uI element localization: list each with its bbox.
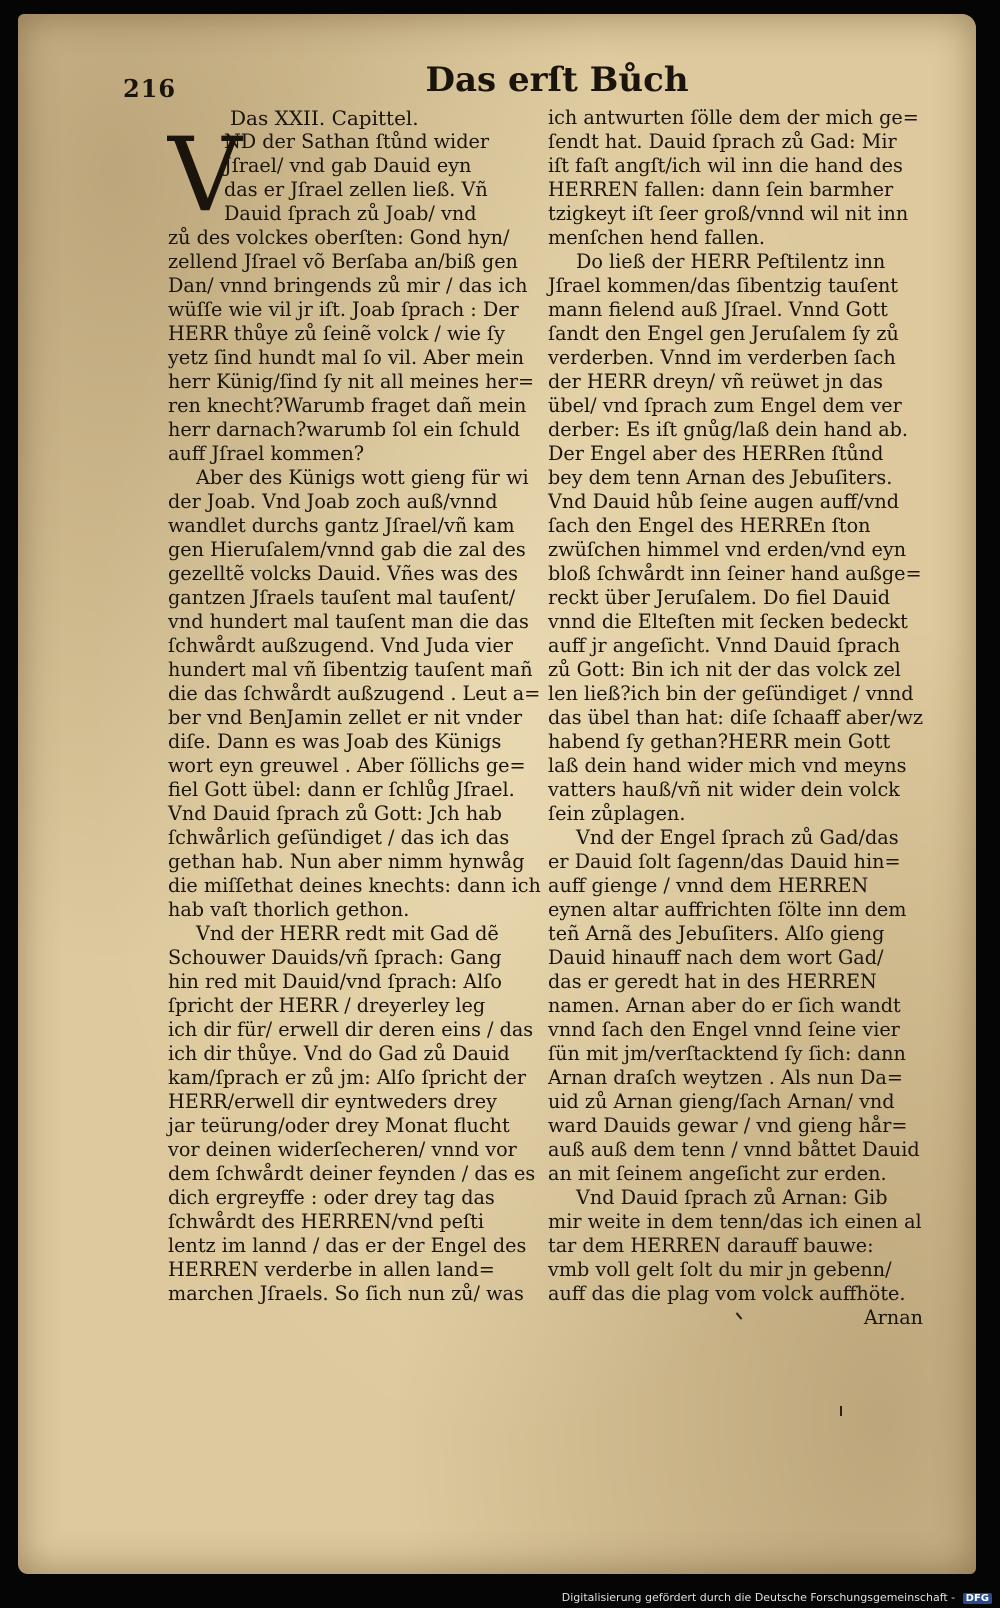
text-line: vatters hauß/vñ nit wider dein volck	[548, 778, 900, 801]
text-line: lentz im lannd / das er der Engel des	[168, 1234, 527, 1257]
dfg-logo: DFG	[963, 1593, 992, 1604]
text-line: vor deinen widerſecheren/ vnnd vor	[168, 1138, 517, 1161]
text-line: HERR thůye zů ſeinẽ volck / wie ſy	[168, 322, 505, 345]
text-line: dich ergreyffe : oder drey tag das	[168, 1186, 495, 1209]
text-line: tzigkeyt iſt ſeer groß/vnnd wil nit inn	[548, 202, 909, 225]
right-column	[548, 106, 933, 1330]
text-line: ich dir für/ erwell dir deren eins / das	[168, 1018, 534, 1041]
text-line: ſün mit jm/verſtacktend ſy ſich: dann	[548, 1042, 906, 1065]
text-line: kam/ſprach er zů jm: Alſo ſpricht der	[168, 1066, 526, 1089]
text-line: menſchen hend fallen.	[548, 226, 766, 249]
text-line: vnnd die Elteſten mit ſecken bedeckt	[548, 610, 908, 633]
text-line: gezelltẽ volcks Dauid. Vñes was des	[168, 562, 518, 585]
text-line: zů des volckes oberſten: Gond hyn/	[168, 226, 510, 249]
text-line: ſendt hat. Dauid ſprach zů Gad: Mir	[548, 130, 897, 153]
text-line: zellend Jſrael võ Berſaba an/biß gen	[168, 250, 518, 273]
text-line: vnnd ſach den Engel vnnd ſeine vier	[548, 1018, 900, 1041]
text-line: Aber des Künigs wott gieng für wi	[196, 466, 529, 489]
text-line: ſchwårlich geſündiget / das ich das	[168, 826, 510, 849]
text-line: verderben. Vnnd im verderben ſach	[548, 346, 896, 369]
chapter-heading: Das XXII. Capittel.	[230, 106, 419, 130]
text-line: mir weite in dem tenn/das ich einen al	[548, 1210, 922, 1233]
text-line: dem ſchwårdt deiner feynden / das es	[168, 1162, 536, 1185]
text-line: das er geredt hat in des HERREN	[548, 970, 877, 993]
text-line: auff Jſrael kommen?	[168, 442, 365, 465]
text-line: HERREN verderbe in allen land=	[168, 1258, 495, 1281]
digitization-credit	[562, 1591, 992, 1604]
text-line: gantzen Jſraels tauſent mal tauſent/	[168, 586, 516, 609]
catchword: Arnan	[863, 1306, 923, 1329]
text-line: habend ſy gethan?HERR mein Gott	[548, 730, 891, 753]
text-line: ſchwårdt des HERREN/vnd peſti	[168, 1210, 484, 1233]
text-line: iſt faſt angſt/ich wil inn die hand des	[548, 154, 903, 177]
text-line: ſchwårdt außzugend. Vnd Juda vier	[168, 634, 513, 657]
text-line: herr darnach?warumb ſol ein ſchuld	[168, 418, 521, 441]
text-line: ſein zůplagen.	[548, 802, 686, 825]
text-line: Vnd Dauid ſprach zů Arnan: Gib	[576, 1186, 888, 1209]
text-line: eynen altar auffrichten ſölte inn dem	[548, 898, 907, 921]
text-line: Do ließ der HERR Peſtilentz inn	[576, 250, 886, 273]
text-line: tar dem HERREN darauff bauwe:	[548, 1234, 874, 1257]
text-line: wandlet durchs gantz Jſrael/vñ kam	[168, 514, 515, 537]
text-line: ND der Sathan ſtůnd wider	[224, 130, 490, 153]
text-line: gen Hieruſalem/vnnd gab die zal des	[168, 538, 526, 561]
text-line: Vnd Dauid hůb ſeine augen auff/vnd	[548, 490, 900, 513]
text-line: bloß ſchwårdt inn ſeiner hand außge=	[548, 562, 922, 585]
text-line: Jſrael/ vnd gab Dauid eyn	[224, 154, 472, 177]
text-line: auff gienge / vnnd dem HERREN	[548, 874, 869, 897]
text-line: an mit ſeinem angeſicht zur erden.	[548, 1162, 887, 1185]
text-line: Dan/ vnnd bringends zů mir / das ich	[168, 274, 528, 297]
text-line: Dauid ſprach zů Joab/ vnd	[224, 202, 477, 225]
text-line: namen. Arnan aber do er ſich wandt	[548, 994, 901, 1017]
text-line: ſach den Engel des HERREn ſton	[548, 514, 871, 537]
text-line: mann fielend auß Jſrael. Vnnd Gott	[548, 298, 888, 321]
text-line: Der Engel aber des HERRen ſtůnd	[548, 442, 884, 465]
text-line: ward Dauids gewar / vnd gieng hår=	[548, 1114, 908, 1137]
text-line: er Dauid ſolt ſagenn/das Dauid hin=	[548, 850, 901, 873]
running-head: Das erſt Bůch	[425, 60, 689, 100]
text-line: hab vaſt thorlich gethon.	[168, 898, 410, 921]
text-line: uid zů Arnan gieng/ſach Arnan/ vnd	[548, 1090, 895, 1113]
text-line: laß dein hand wider mich vnd meyns	[548, 754, 907, 777]
text-line: herr Künig/ſind ſy nit all meines her=	[168, 370, 535, 393]
text-line: bey dem tenn Arnan des Jebuſiters.	[548, 466, 893, 489]
text-line: ich dir thůye. Vnd do Gad zů Dauid	[168, 1042, 510, 1065]
text-line: Vnd der Engel ſprach zů Gad/das	[576, 826, 899, 849]
text-line: Jſrael kommen/das ſibentzig tauſent	[548, 274, 899, 297]
text-line: wüſſe wie vil jr iſt. Joab ſprach : Der	[168, 298, 519, 321]
text-line: auß auß dem tenn / vnnd båttet Dauid	[548, 1138, 920, 1161]
text-line: wort eyn greuwel . Aber ſöllichs ge=	[168, 754, 526, 777]
text-line: ich antwurten ſölle dem der mich ge=	[548, 106, 919, 129]
text-line: die das ſchwårdt außzugend . Leut a=	[168, 682, 541, 705]
drop-cap: V	[168, 116, 242, 235]
page-number: 216	[123, 74, 177, 103]
credit-text: Digitalisierung gefördert durch die Deutsche Forschungsgemeinschaft -	[561, 1591, 956, 1604]
text-line: vnd hundert mal tauſent man die das	[168, 610, 529, 633]
text-line: das übel than hat: diſe ſchaaff aber/wz	[548, 706, 923, 729]
text-line: HERR/erwell dir eyntweders drey	[168, 1090, 497, 1113]
text-line: auff das die plag vom volck auffhöte.	[548, 1282, 906, 1305]
text-line: zwüſchen himmel vnd erden/vnd eyn	[548, 538, 907, 561]
text-line: reckt über Jeruſalem. Do fiel Dauid	[548, 586, 891, 609]
text-line: zů Gott: Bin ich nit der das volck zel	[548, 658, 901, 681]
text-line: gethan hab. Nun aber nimm hynwåg	[168, 850, 525, 873]
text-line: marchen Jſraels. So ſich nun zů/ was	[168, 1282, 524, 1305]
text-line: len ließ?ich bin der geſündiget / vnnd	[548, 682, 914, 705]
text-line: ren knecht?Warumb fraget dañ mein	[168, 394, 527, 417]
text-line: fiel Gott übel: dann er ſchlůg Jſrael.	[168, 778, 515, 801]
text-line: jar teürung/oder drey Monat flucht	[168, 1114, 510, 1137]
text-line: das er Jſrael zellen ließ. Vñ	[224, 178, 488, 201]
text-line: ber vnd BenJamin zellet er nit vnder	[168, 706, 523, 729]
text-line: übel/ vnd ſprach zum Engel dem ver	[548, 394, 902, 417]
book-page	[18, 14, 976, 1574]
text-line: der Joab. Vnd Joab zoch auß/vnnd	[168, 490, 498, 513]
text-line: Vnd der HERR redt mit Gad dẽ	[196, 922, 499, 945]
text-line: teñ Arnã des Jebuſiters. Alſo gieng	[548, 922, 885, 945]
text-line: Schouwer Dauids/vñ ſprach: Gang	[168, 946, 502, 969]
text-line: Dauid hinauff nach dem wort Gad/	[548, 946, 884, 969]
text-line: yetz ſind hundt mal ſo vil. Aber mein	[168, 346, 524, 369]
text-line: ſpricht der HERR / dreyerley leg	[168, 994, 486, 1017]
text-line: derber: Es iſt gnůg/laß dein hand ab.	[548, 418, 909, 441]
text-line: Arnan draſch weytzen . Als nun Da=	[548, 1066, 903, 1089]
text-line: Vnd Dauid ſprach zů Gott: Jch hab	[168, 802, 502, 825]
text-line: auff jr angeſicht. Vnnd Dauid ſprach	[548, 634, 901, 657]
left-column	[168, 106, 543, 1306]
text-line: HERREN fallen: dann ſein barmher	[548, 178, 894, 201]
text-line: diſe. Dann es was Joab des Künigs	[168, 730, 502, 753]
text-line: der HERR dreyn/ vñ reüwet jn das	[548, 370, 883, 393]
text-line: ſandt den Engel gen Jeruſalem ſy zů	[548, 322, 899, 345]
stray-ink-mark	[840, 1406, 842, 1416]
text-line: vmb voll gelt ſolt du mir jn gebenn/	[548, 1258, 892, 1281]
text-line: die miſſethat deines knechts: dann ich	[168, 874, 541, 897]
text-line: hundert mal vñ ſibentzig tauſent mañ	[168, 658, 533, 681]
text-line: hin red mit Dauid/vnd ſprach: Alſo	[168, 970, 502, 993]
